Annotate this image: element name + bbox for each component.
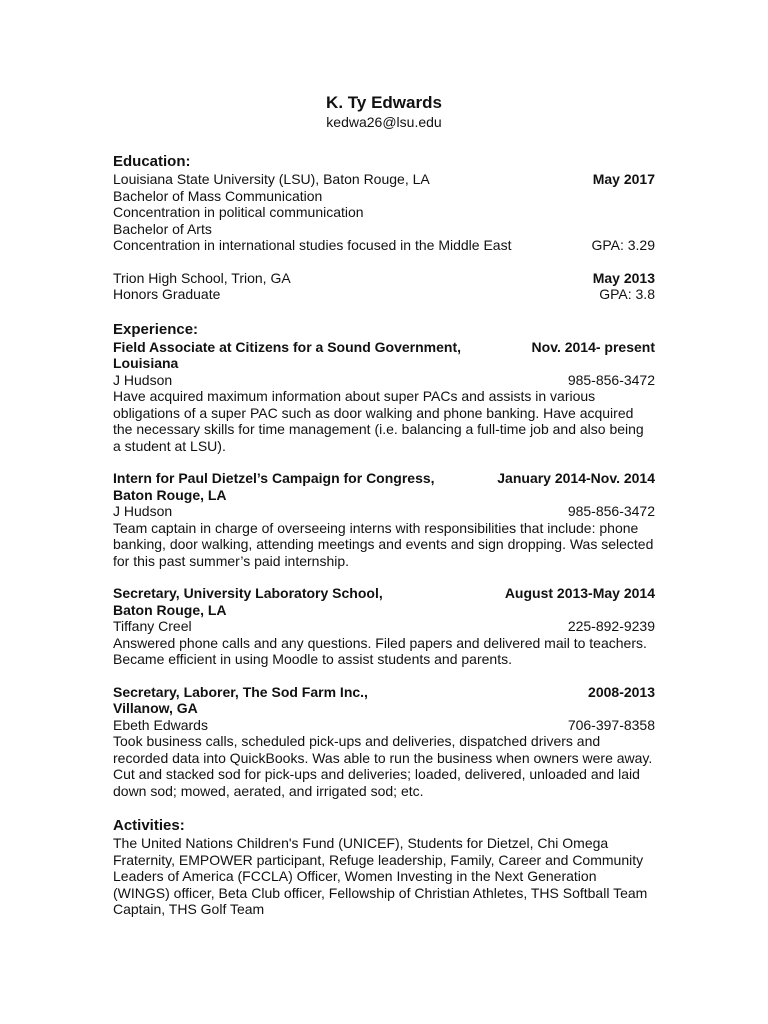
education-title: Education:	[113, 153, 191, 170]
job-date: January 2014-Nov. 2014	[497, 470, 655, 486]
job-date: August 2013-May 2014	[504, 585, 655, 601]
job-contact: J Hudson	[113, 503, 173, 519]
job-description: Answered phone calls and any questions. Filed papers and delivered mail to teachers. Became efficient in using Moodle to assist students and parents.	[113, 634, 647, 667]
job-entry	[113, 684, 655, 800]
experience-title: Experience:	[113, 320, 199, 338]
job-contact: Tiffany Creel	[113, 618, 192, 634]
education-detail: Concentration in political communication	[113, 204, 364, 220]
resume-header	[113, 92, 655, 131]
job-phone: 706-397-8358	[567, 716, 655, 733]
job-location: Villanow, GA	[113, 700, 198, 716]
job-entry	[113, 339, 655, 455]
job-title: Field Associate at Citizens for a Sound Government,	[113, 338, 461, 355]
job-description: Cut and stacked sod for pick-ups and deliveries; loaded, delivered, unloaded and laid down sod; mowed, aerated, and irrigated sod; etc.	[113, 766, 640, 799]
activities-title: Activities:	[113, 817, 185, 834]
job-date: 2008-2013	[588, 683, 655, 700]
education-entry	[113, 270, 655, 303]
education-school: Trion High School, Trion, GA	[113, 269, 291, 286]
candidate-email: kedwa26@lsu.edu	[326, 114, 442, 130]
job-description: Took business calls, scheduled pick-ups and deliveries, dispatched drivers and recorded data into QuickBooks. Was able to run the business when owners were away.	[113, 733, 653, 766]
resume-page	[113, 92, 655, 918]
education-date: May 2013	[592, 269, 655, 286]
job-contact: J Hudson	[113, 371, 173, 388]
job-location: Baton Rouge, LA	[113, 486, 227, 503]
activities-section	[113, 817, 655, 918]
job-description: Have acquired maximum information about super PACs and assists in various obligations of a super PAC such as door walking and phone banking. Have acquired the necessary skills for time management (i.e. balancing a full-time job and also being a student at LSU).	[113, 388, 644, 454]
education-detail: Bachelor of Mass Communication	[113, 187, 323, 204]
education-school: Louisiana State University (LSU), Baton Rouge, LA	[113, 171, 430, 187]
job-date: Nov. 2014- present	[531, 338, 655, 355]
job-phone: 985-856-3472	[567, 371, 655, 388]
education-detail: Concentration in international studies focused in the Middle East	[113, 237, 512, 253]
job-location: Louisiana	[113, 355, 179, 371]
job-phone: 225-892-9239	[567, 618, 655, 634]
activities-text: The United Nations Children's Fund (UNICEF), Students for Dietzel, Chi Omega Fraternity, EMPOWER participant, Refuge leadership, Family, Career and Community Leaders of America (FCCLA) Officer, Women Investing in the Next Generation (WINGS) officer, Beta Club officer, Fellowship of Christian Athletes, THS Softball Team Captain, THS Golf Team	[113, 835, 648, 917]
education-entry	[113, 171, 655, 254]
job-contact: Ebeth Edwards	[113, 716, 208, 733]
job-phone: 985-856-3472	[567, 503, 655, 519]
education-detail: Honors Graduate	[113, 286, 221, 302]
education-gpa: GPA: 3.8	[599, 286, 655, 302]
job-title: Secretary, University Laboratory School,	[113, 585, 383, 601]
job-entry	[113, 585, 655, 668]
education-detail: Bachelor of Arts	[113, 220, 212, 237]
education-section	[113, 153, 655, 303]
education-gpa: GPA: 3.29	[591, 237, 655, 253]
job-entry	[113, 470, 655, 569]
experience-section	[113, 321, 655, 800]
job-title: Intern for Paul Dietzel’s Campaign for Congress,	[113, 470, 435, 486]
job-title: Secretary, Laborer, The Sod Farm Inc.,	[113, 683, 368, 700]
education-date: May 2017	[592, 171, 655, 187]
candidate-name: K. Ty Edwards	[326, 93, 442, 112]
job-location: Baton Rouge, LA	[113, 601, 227, 618]
job-description: Team captain in charge of overseeing interns with responsibilities that include: phone banking, door walking, attending meetings and events and sign dropping. Was selected for this past summer’s paid internship.	[113, 519, 654, 569]
